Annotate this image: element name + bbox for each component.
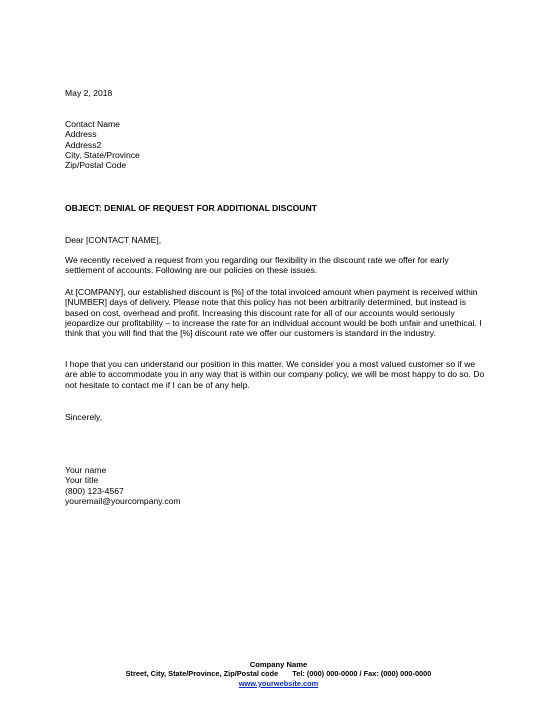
letterhead-footer: [0, 660, 557, 688]
letter-date: May 2, 2018: [65, 88, 113, 98]
letter-paragraph-3: I hope that you can understand our position in this matter. We consider you a most valued customer so if we are able to accommodate you in any way that is within our company policy, we will be most happy to do so. Do not hesitate to contact me if I can be of any help.: [65, 359, 485, 390]
footer-company-name: Company Name: [249, 660, 308, 669]
footer-contact: Tel: (000) 000-0000 / Fax: (000) 000-0000: [292, 669, 432, 679]
signature-title: Your title: [65, 475, 99, 486]
letter-salutation: Dear [CONTACT NAME],: [65, 235, 162, 245]
recipient-zip: Zip/Postal Code: [65, 160, 127, 171]
footer-address: Street, City, State/Province, Zip/Postal code: [125, 669, 279, 679]
recipient-name: Contact Name: [65, 119, 120, 129]
letter-closing: Sincerely,: [65, 412, 103, 422]
letter-paragraph-1: We recently received a request from you regarding our flexibility in the discount rate we offer for early settlement of accounts. Following are our policies on these issues.: [65, 255, 449, 276]
letter-subject: OBJECT: DENIAL OF REQUEST FOR ADDITIONAL DISCOUNT: [65, 203, 317, 213]
footer-address-line: [0, 669, 557, 678]
letter-paragraph-2: At [COMPANY], our established discount is [%] of the total invoiced amount when payment is received within [NUMBER] days of delivery. Please note that this policy has not been arbitrarily determined, but instead is based on cost, overhead and profit. Increasing this discount rate for all of our accounts would seriously jeopardize our profitability – to increase the rate for an individual account would be both unfair and unethical. I think that you will find that the [%] discount rate we offer our customers is standard in the industry.: [65, 287, 482, 339]
signature-email: youremail@yourcompany.com: [65, 495, 181, 506]
signature-phone: (800) 123-4567: [65, 485, 124, 496]
footer-website-link[interactable]: www.yourwebsite.com: [238, 678, 319, 688]
recipient-address-line-2: Address2: [65, 139, 102, 150]
signature-name: Your name: [65, 465, 107, 475]
recipient-address-line-1: Address: [65, 129, 97, 140]
recipient-address-block: [65, 119, 485, 170]
recipient-city-state: City, State/Province: [65, 149, 140, 160]
signature-block: [65, 465, 485, 506]
footer-website-line: [0, 679, 557, 688]
